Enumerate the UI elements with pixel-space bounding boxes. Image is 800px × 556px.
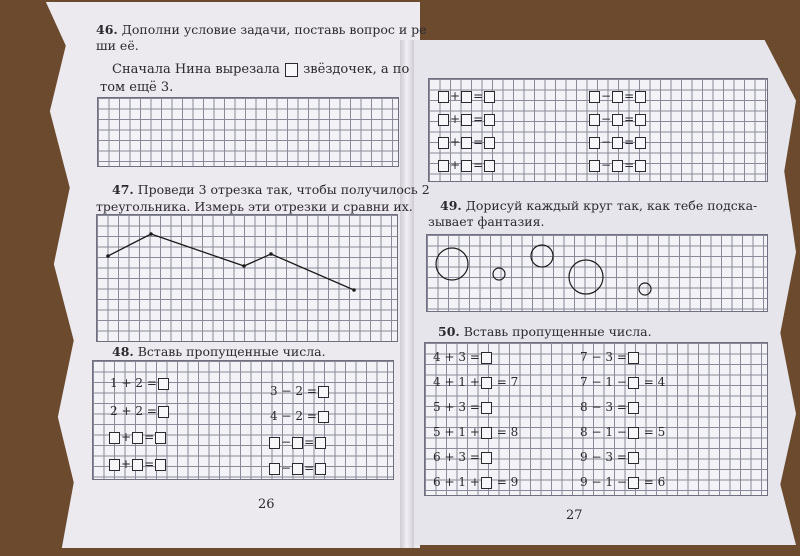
answer-box <box>612 114 623 126</box>
task46-text-a: Сначала Нина вырезала <box>112 62 280 77</box>
top-eq-2: + = <box>437 113 496 126</box>
answer-box <box>132 432 143 444</box>
answer-box <box>438 114 449 126</box>
answer-box <box>438 91 449 103</box>
task48-eq-6: 4 − 2 = <box>270 410 330 423</box>
task50-eq-3: 5 + 3 = <box>433 401 493 414</box>
answer-box <box>628 402 639 414</box>
task50-eq-9: 8 − 3 = <box>580 401 640 414</box>
task48-eq-1: 1 + 2 = <box>110 377 170 390</box>
answer-box <box>589 91 600 103</box>
task46-line3: том ещё 3. <box>100 80 174 95</box>
answer-box <box>484 91 495 103</box>
task46-grid <box>97 97 399 167</box>
answer-box <box>155 459 166 471</box>
answer-box <box>481 477 492 489</box>
task46-line2: ши её. <box>96 38 139 53</box>
task48-title <box>112 344 326 359</box>
task49-line2: зывает фантазия. <box>428 214 545 229</box>
answer-box <box>628 452 639 464</box>
task50-eq-7: 7 − 3 = <box>580 351 640 364</box>
task50-eq-12: 9 − 1 − = 6 <box>580 475 666 489</box>
task48-eq-5: 3 − 2 = <box>270 385 330 398</box>
answer-box <box>269 463 280 475</box>
answer-box <box>461 160 472 172</box>
task46-sentence <box>112 62 409 77</box>
page-number-left: 26 <box>258 497 275 512</box>
task50-grid <box>424 342 768 496</box>
task48-eq-2: 2 + 2 = <box>110 405 170 418</box>
task49-text1: Дорисуй каждый круг так, как тебе подска- <box>465 198 758 213</box>
task50-title <box>438 324 652 339</box>
top-eq-3: + = <box>437 136 496 149</box>
task48-eq-8: − = <box>268 462 327 475</box>
task47-number: 47. <box>112 182 134 197</box>
task48-text: Вставь пропущенные числа. <box>137 344 326 359</box>
answer-box <box>589 114 600 126</box>
answer-box <box>481 402 492 414</box>
answer-box <box>461 137 472 149</box>
task50-eq-2: 4 + 1 + = 7 <box>433 375 519 389</box>
task50-eq-4: 5 + 1 + = 8 <box>433 425 519 439</box>
answer-box <box>461 91 472 103</box>
answer-box <box>612 137 623 149</box>
answer-box <box>158 378 169 390</box>
answer-box <box>109 432 120 444</box>
answer-box <box>285 63 298 77</box>
task50-eq-8: 7 − 1 − = 4 <box>580 375 666 389</box>
answer-box <box>132 459 143 471</box>
task48-eq-3: + = <box>108 431 167 444</box>
top-eq-4: + = <box>437 159 496 172</box>
task50-number: 50. <box>438 324 460 339</box>
answer-box <box>158 406 169 418</box>
answer-box <box>628 352 639 364</box>
task49-number: 49. <box>440 198 462 213</box>
answer-box <box>315 437 326 449</box>
answer-box <box>109 459 120 471</box>
task47-text1: Проведи 3 отрезка так, чтобы получилось 2 <box>137 182 430 197</box>
task48-eq-7: − = <box>268 436 327 449</box>
task47-line2: треугольника. Измерь эти отрезки и сравни их. <box>96 199 413 214</box>
answer-box <box>628 377 639 389</box>
answer-box <box>481 352 492 364</box>
top-eq-5: − = <box>588 90 647 103</box>
task46-text-b: звёздочек, а по <box>303 62 410 77</box>
answer-box <box>315 463 326 475</box>
answer-box <box>612 91 623 103</box>
top-eq-8: − = <box>588 159 647 172</box>
task46-text1: Дополни условие задачи, поставь вопрос и ре <box>121 22 427 37</box>
answer-box <box>635 114 646 126</box>
task49-circles <box>426 234 766 310</box>
book-spine <box>400 40 414 548</box>
answer-box <box>481 377 492 389</box>
top-eq-7: − = <box>588 136 647 149</box>
answer-box <box>438 137 449 149</box>
task50-text: Вставь пропущенные числа. <box>463 324 652 339</box>
answer-box <box>635 137 646 149</box>
answer-box <box>635 91 646 103</box>
answer-box <box>484 137 495 149</box>
top-eq-6: − = <box>588 113 647 126</box>
task50-eq-1: 4 + 3 = <box>433 351 493 364</box>
answer-box <box>318 411 329 423</box>
task48-number: 48. <box>112 344 134 359</box>
answer-box <box>481 452 492 464</box>
task46-number: 46. <box>96 22 118 37</box>
task50-eq-11: 9 − 3 = <box>580 451 640 464</box>
answer-box <box>628 427 639 439</box>
answer-box <box>589 160 600 172</box>
top-eq-1: + = <box>437 90 496 103</box>
task47-polyline <box>96 214 396 340</box>
answer-box <box>612 160 623 172</box>
task48-eq-4: + = <box>108 458 167 471</box>
answer-box <box>484 114 495 126</box>
task50-eq-5: 6 + 3 = <box>433 451 493 464</box>
answer-box <box>481 427 492 439</box>
answer-box <box>318 386 329 398</box>
task46-line1 <box>96 22 427 37</box>
task49-line1 <box>440 198 757 213</box>
answer-box <box>461 114 472 126</box>
task47-line1 <box>112 182 430 197</box>
answer-box <box>269 437 280 449</box>
task50-eq-6: 6 + 1 + = 9 <box>433 475 519 489</box>
answer-box <box>628 477 639 489</box>
answer-box <box>484 160 495 172</box>
page-number-right: 27 <box>566 508 583 523</box>
answer-box <box>292 437 303 449</box>
answer-box <box>292 463 303 475</box>
answer-box <box>635 160 646 172</box>
answer-box <box>589 137 600 149</box>
answer-box <box>438 160 449 172</box>
task50-eq-10: 8 − 1 − = 5 <box>580 425 666 439</box>
answer-box <box>155 432 166 444</box>
